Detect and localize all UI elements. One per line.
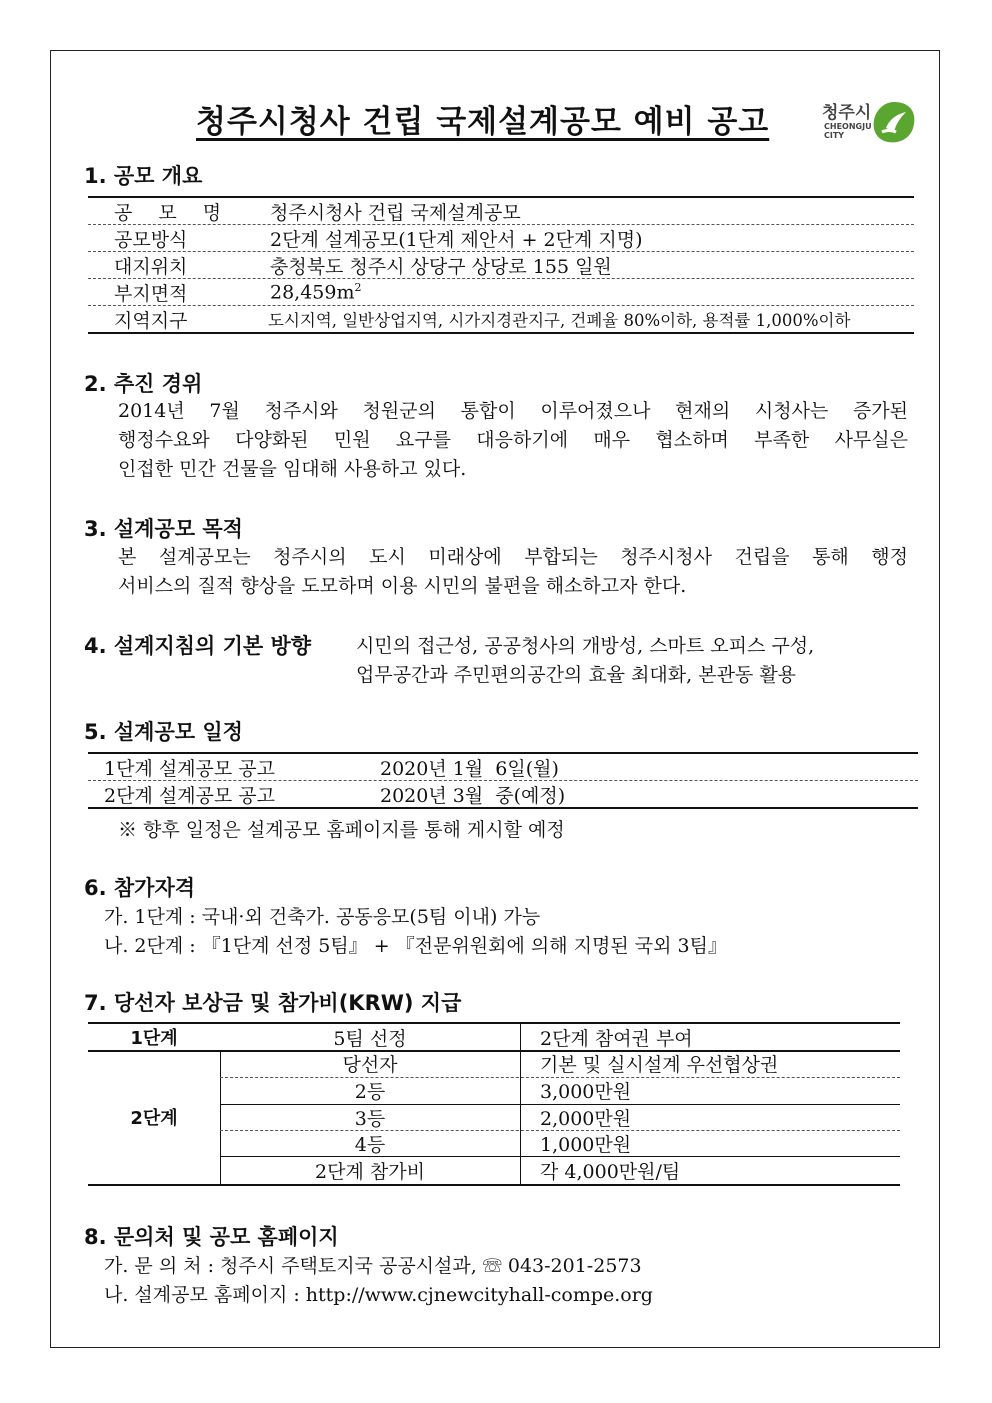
section2-line: 인접한 민간 건물을 임대해 사용하고 있다. [118, 458, 467, 480]
section3-line: 본 설계공모는 청주시의 도시 미래상에 부합되는 청주시청사 건립을 통해 행정 [118, 546, 908, 568]
section5-heading: 5. 설계공모 일정 [84, 720, 243, 744]
section2-line: 2014년 7월 청주시와 청원군의 통합이 이루어졌으나 현재의 시청사는 증가된 [118, 400, 908, 422]
reward-item: 2단계 참가비 [315, 1160, 425, 1183]
section4-line: 업무공간과 주민편의공간의 효율 최대화, 본관동 활용 [356, 664, 797, 686]
section1-heading: 1. 공모 개요 [84, 164, 203, 188]
reward-value: 1,000만원 [540, 1133, 632, 1156]
table-row [88, 198, 914, 224]
row-key: 대지위치 [114, 255, 188, 278]
contact-line: 가. 문 의 처 : 청주시 주택토지국 공공시설과, ☏ 043-201-2573 [104, 1255, 642, 1277]
row-key: 공모방식 [114, 228, 188, 251]
table-row [88, 305, 914, 332]
reward-item: 당선자 [342, 1054, 398, 1076]
schedule-table [88, 752, 918, 809]
reward-value: 3,000만원 [540, 1081, 632, 1103]
row-value: 도시지역, 일반상업지역, 시가지경관지구, 건폐율 80%이하, 용적률 1,000%이하 [268, 311, 851, 330]
section3-heading: 3. 설계공모 목적 [84, 517, 243, 541]
row-value [238, 281, 914, 303]
row-key: 부지면적 [114, 282, 188, 305]
logo-leaf-icon [870, 98, 918, 146]
cheongju-logo [822, 98, 922, 150]
reward-value: 각 4,000만원/팀 [540, 1160, 681, 1183]
section7-heading: 7. 당선자 보상금 및 참가비(KRW) 지급 [84, 991, 462, 1015]
site-area-value: 28,459m [270, 281, 355, 304]
schedule-date: 2020년 3월 중(예정) [380, 784, 566, 807]
section4-heading: 4. 설계지침의 기본 방향 [84, 634, 312, 658]
logo-english-line2: CITY [824, 131, 845, 140]
table-row [88, 224, 914, 251]
row-value: 청주시청사 건립 국제설계공모 [270, 201, 521, 224]
qualification-line: 가. 1단계 : 국내·외 건축가. 공동응모(5팀 이내) 가능 [104, 906, 541, 928]
overview-table [88, 196, 914, 334]
row-value: 충청북도 청주시 상당구 상당로 155 일원 [270, 255, 612, 278]
stage2-label: 2단계 [130, 1108, 178, 1129]
schedule-note: ※ 향후 일정은 설계공모 홈페이지를 통해 게시할 예정 [118, 819, 565, 841]
table-row [88, 278, 914, 305]
table-row [88, 780, 918, 807]
site-area-unit-sup: 2 [354, 280, 362, 294]
schedule-item: 2단계 설계공모 공고 [104, 784, 275, 807]
logo-english-line1: CHEONGJU [824, 122, 872, 131]
reward-item: 2등 [354, 1081, 386, 1103]
row-key: 공 모 명 [114, 201, 232, 224]
page-title: 청주시청사 건립 국제설계공모 예비 공고 [196, 104, 770, 140]
section6-heading: 6. 참가자격 [84, 876, 196, 900]
reward-table [88, 1022, 900, 1186]
reward-item: 5팀 선정 [333, 1027, 407, 1050]
section8-heading: 8. 문의처 및 공모 홈페이지 [84, 1225, 339, 1249]
section3-line: 서비스의 질적 향상을 도모하며 이용 시민의 불편을 해소하고자 한다. [118, 575, 687, 597]
section4-line: 시민의 접근성, 공공청사의 개방성, 스마트 오피스 구성, [356, 635, 815, 657]
qualification-line: 나. 2단계 : 『1단계 선정 5팀』 + 『전문위원회에 의해 지명된 국외 3팀』 [104, 935, 727, 957]
schedule-date: 2020년 1월 6일(월) [380, 757, 559, 780]
table-row [88, 251, 914, 278]
reward-value: 2단계 참여권 부여 [540, 1027, 693, 1050]
row-key: 지역지구 [114, 309, 188, 332]
logo-korean-text: 청주시 [822, 103, 872, 123]
row-value: 2단계 설계공모(1단계 제안서 + 2단계 지명) [270, 228, 643, 251]
table-row [88, 754, 918, 780]
section2-heading: 2. 추진 경위 [84, 372, 203, 396]
homepage-line: 나. 설계공모 홈페이지 : http://www.cjnewcityhall-compe.org [104, 1284, 653, 1306]
section2-line: 행정수요와 다양화된 민원 요구를 대응하기에 매우 협소하며 부족한 사무실은 [118, 429, 908, 451]
reward-item: 4등 [354, 1133, 386, 1156]
stage1-label: 1단계 [130, 1028, 178, 1049]
reward-value: 기본 및 실시설계 우선협상권 [540, 1054, 779, 1076]
reward-item: 3등 [354, 1107, 386, 1130]
reward-value: 2,000만원 [540, 1107, 632, 1130]
schedule-item: 1단계 설계공모 공고 [104, 757, 275, 780]
